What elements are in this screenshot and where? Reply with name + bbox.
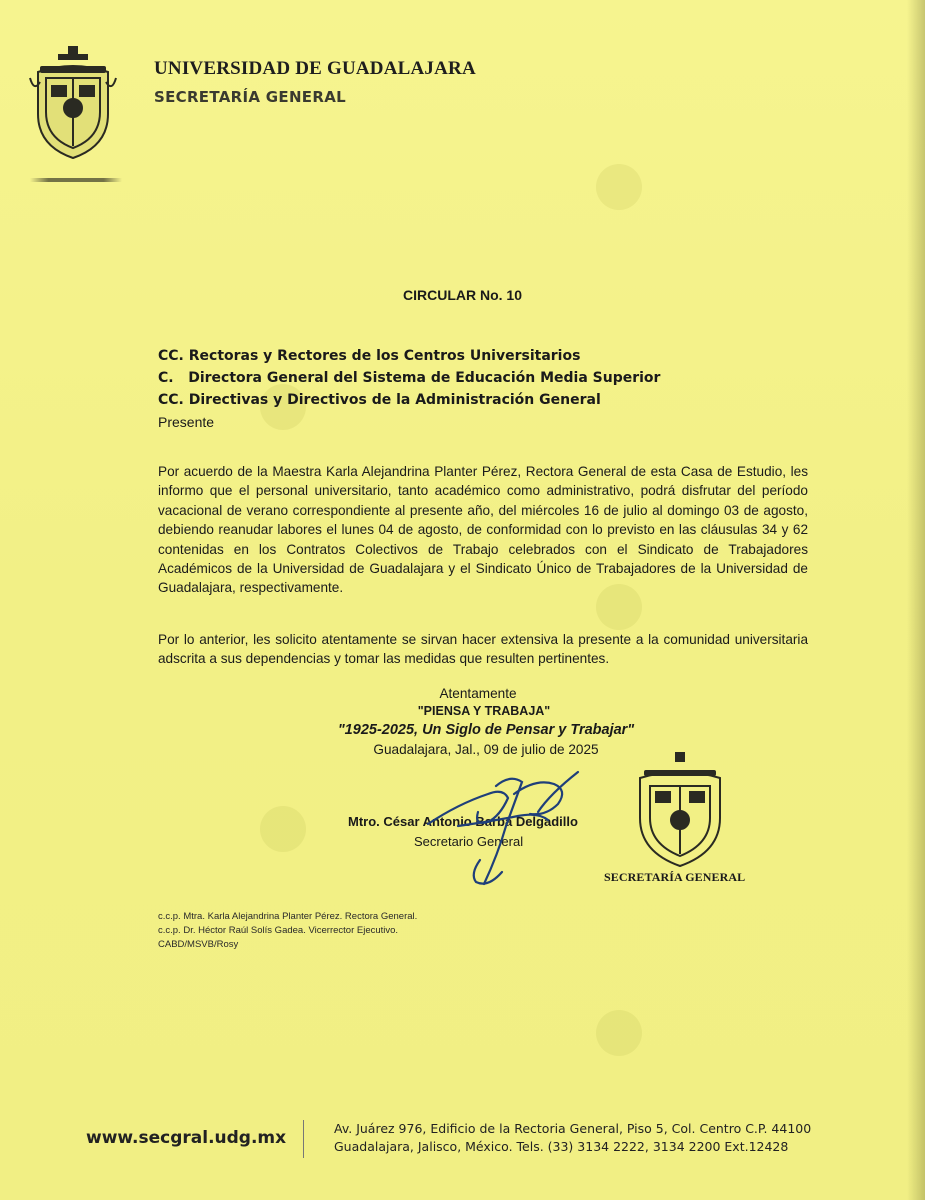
department-name: SECRETARÍA GENERAL [154, 88, 346, 106]
footer-website-link[interactable]: www.secgral.udg.mx [86, 1128, 287, 1148]
official-stamp-icon [630, 752, 730, 870]
signer-name: Mtro. César Antonio Barba Delgadillo [348, 814, 578, 829]
footer-address-line: Guadalajara, Jalisco, México. Tels. (33) 3134 2222, 3134 2200 Ext.12428 [334, 1139, 789, 1154]
watermark-seal [596, 1010, 642, 1056]
circular-title: CIRCULAR No. 10 [402, 287, 522, 303]
copy-recipient: c.c.p. Mtra. Karla Alejandrina Planter Pérez. Rectora General. [158, 911, 418, 922]
closing-place-date: Guadalajara, Jal., 09 de julio de 2025 [373, 742, 599, 757]
footer-address-line: Av. Juárez 976, Edificio de la Rectoria General, Piso 5, Col. Centro C.P. 44100 [334, 1121, 812, 1136]
university-name: UNIVERSIDAD DE GUADALAJARA [154, 58, 476, 79]
signer-title: Secretario General [414, 834, 524, 849]
footer-divider [303, 1120, 304, 1158]
closing-regards: Atentamente [439, 686, 517, 701]
closing-motto: "PIENSA Y TRABAJA" [417, 704, 551, 718]
header-divider [30, 178, 122, 182]
addressee-line: C. Directora General del Sistema de Educación Media Superior [158, 370, 661, 386]
body-paragraph: Por acuerdo de la Maestra Karla Alejandrina Planter Pérez, Rectora General de esta Casa de Estudio, les informo que el personal universitario, tanto académico como administrativo, podrá disfrutar del período vacacional de verano correspondiente al presente año, del miércoles 16 de julio al domingo 03 de agosto, debiendo reanudar labores el lunes 04 de agosto, de conformidad con lo previsto en las cláusulas 34 y 62 contenidas en los Contratos Colectivos de Trabajo celebrados con el Sindicato de Trabajadores Académicos de la Universidad de Guadalajara y el Sindicato Único de Trabajadores de la Universidad de Guadalajara, respectivamente. [158, 464, 808, 596]
university-seal-icon [28, 42, 118, 162]
handwritten-signature-icon [418, 764, 588, 894]
watermark-seal [260, 806, 306, 852]
greeting: Presente [158, 414, 215, 430]
body-paragraph: Por lo anterior, les solicito atentamente se sirvan hacer extensiva la presente a la comunidad universitaria adscrita a sus dependencias y tomar las medidas que resulten pertinentes. [158, 632, 808, 667]
reference-initials: CABD/MSVB/Rosy [158, 939, 239, 950]
copy-recipient: c.c.p. Dr. Héctor Raúl Solís Gadea. Vicerrector Ejecutivo. [158, 925, 399, 936]
addressee-line: CC. Rectoras y Rectores de los Centros Universitarios [158, 348, 581, 364]
page-edge-shadow [907, 0, 925, 1200]
closing-centennial: "1925-2025, Un Siglo de Pensar y Trabajar" [337, 722, 635, 738]
stamp-label: SECRETARÍA GENERAL [604, 870, 746, 884]
addressee-line: CC. Directivas y Directivos de la Administración General [158, 392, 601, 408]
watermark-seal [596, 164, 642, 210]
